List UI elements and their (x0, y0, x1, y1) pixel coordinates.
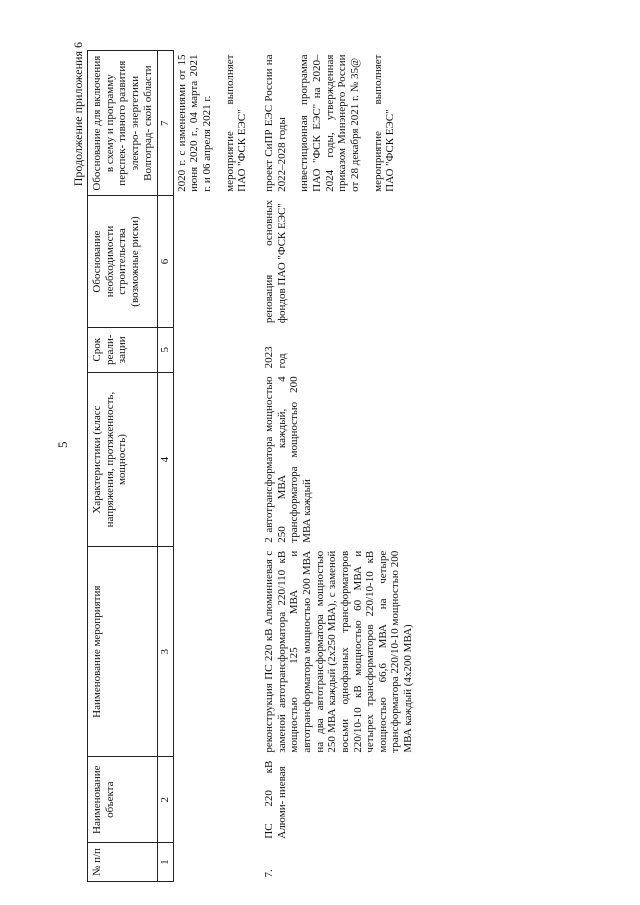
header-number: № п/п (88, 843, 158, 882)
rotated-page-content (67, 32, 415, 882)
header-deadline: Срок реали- зации (88, 327, 158, 372)
column-number: 4 (158, 372, 174, 546)
previous-row-basis-note: мероприятие выполняет ПАО "ФСК ЕЭС" (223, 54, 249, 192)
column-number: 1 (158, 843, 174, 882)
header-object: Наименование объекта (88, 757, 158, 843)
previous-row-basis (173, 51, 251, 196)
projects-table (87, 50, 417, 882)
previous-row-basis-text: 2020 г. с изменениями от 15 июня 2020 г., 04 марта 2021 г. и 06 апреля 2021 г. (175, 54, 214, 192)
row-basis-investment: инвестиционная программа ПАО "ФСК ЕЭС" на 2020–2024 годы, утвержденная приказом Минэнерго России от 28 декабря 2021 г. № 35@ (298, 54, 361, 192)
page-number: 5 (55, 441, 70, 448)
column-number: 3 (158, 547, 174, 757)
row-number: 7. (263, 869, 276, 878)
header-necessity: Обоснование необходимости строительства (возможные риски) (88, 196, 158, 327)
row-characteristics: 2 автотрансформатора мощностью 250 МВА каждый, 4 трансформатора мощностью 200 МВА каждый (263, 376, 313, 543)
table-header-row (88, 51, 158, 882)
continuation-label: Продолжение приложения 6 (71, 42, 85, 187)
column-number: 2 (158, 757, 174, 843)
row-basis (261, 51, 417, 196)
row-event: реконструкция ПС 220 кВ Алюминиевая с заменой автотрансформатора 220/110 кВ мощностью 125 МВА и автотрансформатора мощностью 200 МВА на два автотрансформатора мощностью 250 МВА каждый (2х250 МВА), с заменой восьми однофазных трансформаторов 220/10-10 кВ мощностью 60 МВА и четырех трансформаторов 220/10-10 кВ мощностью 66,6 МВА на четыре трансформатора 220/10-10 мощностью 200 МВА каждый (4х200 МВА) (263, 550, 415, 753)
row-object: ПС 220 кВ Алюми- ниевая (263, 760, 288, 839)
header-characteristics: Характеристики (класс напряжения, протяженность, мощность) (88, 372, 158, 546)
header-basis: Обоснование для включения в схему и программу перспек- тивного развития электро- энергетики Волгоград- ской области (88, 51, 158, 196)
table-row (261, 51, 417, 882)
previous-row-continuation (173, 51, 251, 882)
header-event: Наименование мероприятия (88, 547, 158, 757)
row-basis-project: проект СиПР ЕЭС России на 2022–2028 годы (263, 54, 288, 192)
column-number-row (158, 51, 174, 882)
column-number: 5 (158, 327, 174, 372)
column-number: 6 (158, 196, 174, 327)
row-basis-note: мероприятие выполняет ПАО "ФСК ЕЭС" (371, 54, 397, 192)
row-necessity: реновация основных фондов ПАО "ФСК ЕЭС" (263, 199, 288, 324)
row-deadline: 2023 год (263, 346, 288, 369)
column-number: 7 (158, 51, 174, 196)
